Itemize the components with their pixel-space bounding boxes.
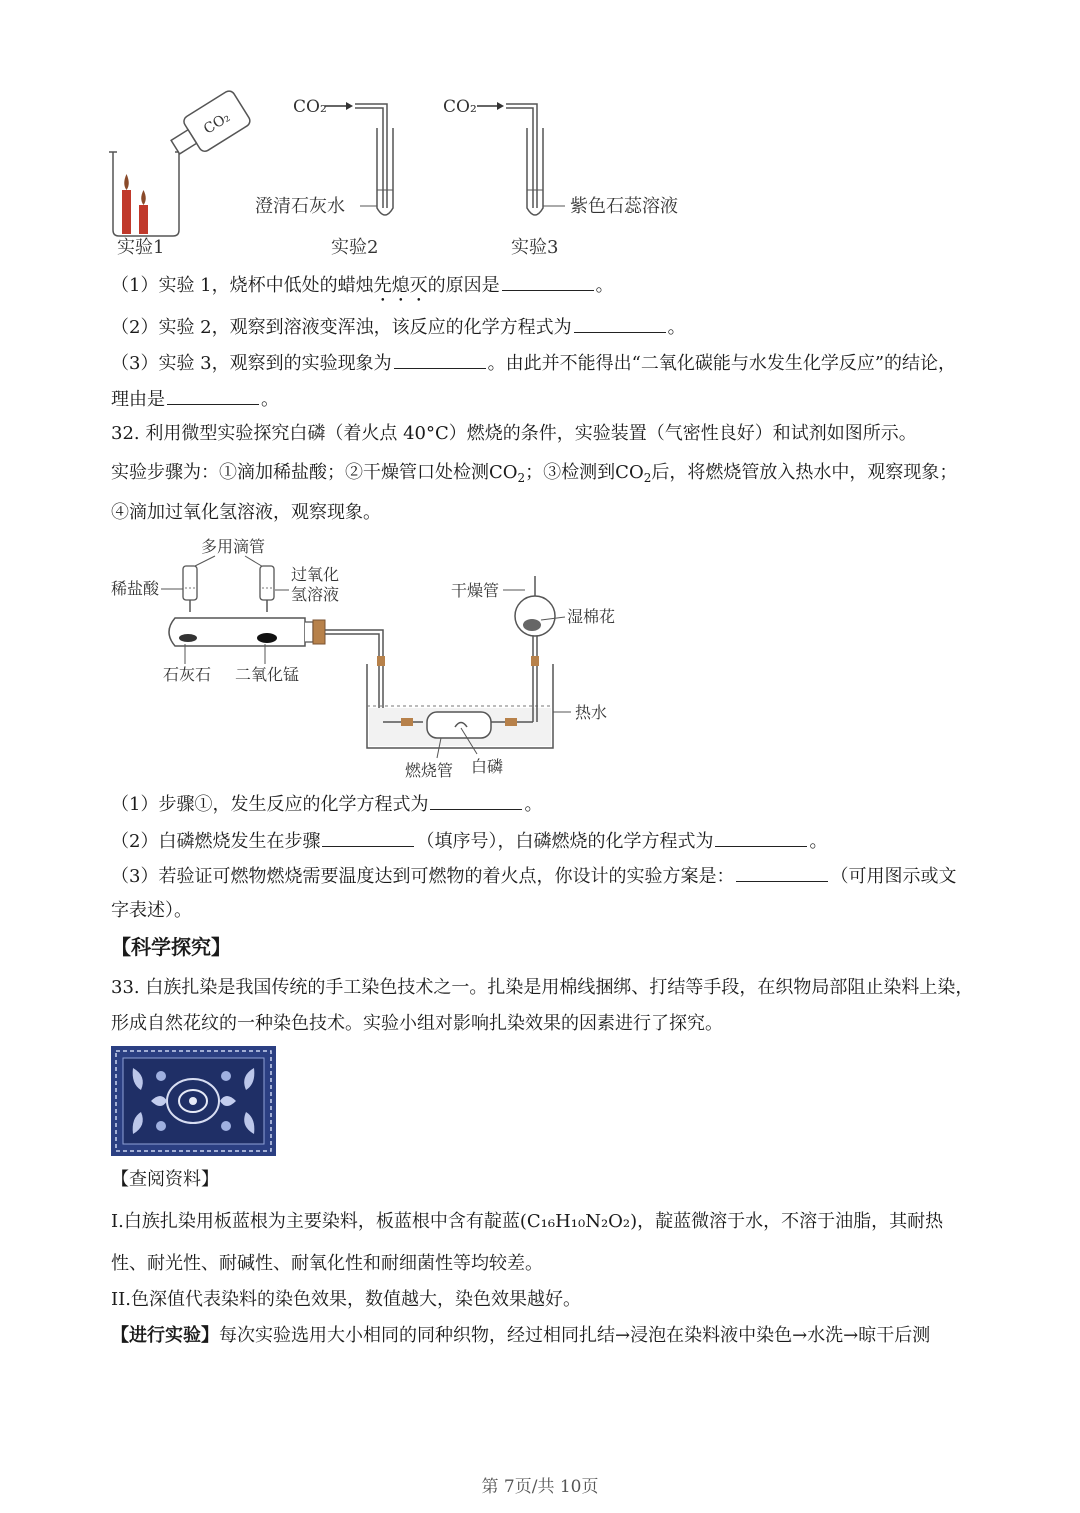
answer-blank [167,386,259,405]
exp1-label: 实验1 [117,237,165,258]
answer-blank [574,314,666,333]
q32-part1: （1）步骤①，发生反应的化学方程式为 。 [111,791,542,817]
section-title: 【科学探究】 [111,935,231,959]
hcl-label: 稀盐酸 [111,579,160,598]
indigo-formula: (C₁₆H₁₀N₂O₂) [519,1211,638,1232]
phosphorus-apparatus-figure [105,532,645,782]
co2-inlet-2: CO₂ [293,97,327,117]
q32-part3: （3）若验证可燃物燃烧需要温度达到可燃物的着火点，你设计的实验方案是： （可用图示或文 [111,863,956,889]
q32-part3-cont: 字表述）。 [111,900,192,921]
experiment-line: 【进行实验】每次实验选用大小相同的同种织物，经过相同扎结→浸泡在染料液中染色→水洗→晾干后测 [111,1325,931,1346]
mno2-label: 二氧化锰 [235,665,300,684]
answer-blank [322,828,414,847]
cotton-label: 湿棉花 [567,607,616,626]
ref-item-1-cont: 性、耐光性、耐碱性、耐氧化性和耐细菌性等均较差。 [111,1253,543,1274]
candle-tall [122,174,131,234]
q32-steps-cont: ④滴加过氧化氢溶液，观察现象。 [111,502,381,523]
limestone-label: 石灰石 [163,665,212,684]
q33-line1: 33. 白族扎染是我国传统的手工染色技术之一。扎染是用棉线捆绑、打结等手段，在织物局部阻止染料上染， [111,977,974,998]
q33-line2: 形成自然花纹的一种染色技术。实验小组对影响扎染效果的因素进行了探究。 [111,1013,723,1034]
hot-water-label: 热水 [575,703,608,722]
q32-part2: （2）白磷燃烧发生在步骤 （填序号），白磷燃烧的化学方程式为 。 [111,828,827,854]
q31-part3: （3）实验 3，观察到的实验现象为 。由此并不能得出“二氧化碳能与水发生化学反应”的结论， [111,350,956,376]
h2o2-label-1: 过氧化 [291,565,340,584]
burn-tube-label: 燃烧管 [405,761,454,780]
drying-tube-label: 干燥管 [451,581,500,600]
test-tube-2 [377,128,393,215]
dropper-hcl [183,566,197,612]
exp2-label: 实验2 [331,237,379,258]
q32-steps: 实验步骤为：①滴加稀盐酸；②干燥管口处检测$CO_2$；③检测到$CO_2$后，将燃烧管放入热水中，观察现象； [111,462,958,485]
ref-title: 【查阅资料】 [111,1169,219,1190]
reaction-tube [169,618,325,646]
drying-tube [515,576,555,636]
candle-short [139,190,148,234]
q31-part1: （1）实验 1，烧杯中低处的蜡烛先熄灭的原因是 。 [111,272,614,306]
litmus-label: 紫色石蕊溶液 [570,196,678,217]
answer-blank [430,791,522,810]
exp3-label: 实验3 [511,237,559,258]
answer-blank [715,828,807,847]
answer-blank [736,863,828,882]
ref-item-1: I.白族扎染用板蓝根为主要染料，板蓝根中含有靛蓝(C₁₆H₁₀N₂O₂)，靛蓝微溶于水，不溶于油脂，其耐热 [111,1211,944,1232]
test-tube-3 [527,128,543,215]
answer-blank [394,350,486,369]
dropper-label: 多用滴管 [201,537,266,556]
q31-part3-cont: 理由是 。 [111,386,279,412]
co2-inlet-3: CO₂ [443,97,477,117]
bottle-label: CO₂ [201,109,234,138]
limewater-label: 澄清石灰水 [255,196,345,217]
page-number: 第 7页/共 10页 [481,1477,599,1497]
q31-part2: （2）实验 2，观察到溶液变浑浊，该反应的化学方程式为 。 [111,314,686,340]
co2-experiments-figure [105,90,725,265]
q32-intro: 32. 利用微型实验探究白磷（着火点 40°C）燃烧的条件，实验装置（气密性良好）和试剂如图所示。 [111,423,917,444]
answer-blank [502,272,594,291]
ref-item-2: II.色深值代表染料的染色效果，数值越大，染色效果越好。 [111,1289,581,1310]
dropper-h2o2 [260,566,274,612]
white-p-label: 白磷 [471,757,504,776]
co2-bottle [165,90,252,164]
tie-dye-image [111,1046,276,1156]
h2o2-label-2: 氢溶液 [291,585,340,604]
